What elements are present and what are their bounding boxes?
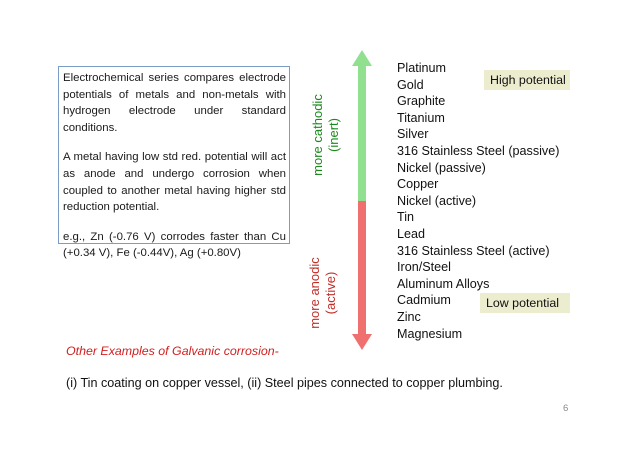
arrow-shaft-green: [358, 65, 366, 201]
cathodic-label: [310, 80, 344, 190]
series-item: Silver: [397, 127, 429, 142]
page-number: 6: [563, 403, 569, 414]
arrow-shaft-red: [358, 201, 366, 335]
other-examples-heading: Other Examples of Galvanic corrosion-: [66, 344, 279, 358]
series-item: 316 Stainless Steel (active): [397, 243, 550, 258]
series-item: Copper: [397, 177, 439, 192]
series-item: Tin: [397, 210, 415, 225]
series-item: Nickel (passive): [397, 160, 486, 175]
series-item: Magnesium: [397, 326, 463, 341]
info-paragraph-1: Electrochemical series compares electrode potentials of metals and non-metals with hydrogen electrode under standard conditions.: [63, 72, 286, 134]
anodic-label-line2: (active): [323, 271, 338, 315]
arrow-head-down: [352, 334, 372, 350]
series-item: Lead: [397, 226, 426, 241]
series-item: Iron/Steel: [397, 260, 451, 275]
series-item: Aluminum Alloys: [397, 276, 490, 291]
info-paragraph-2: A metal having low std red. potential will act as anode and undergo corrosion when coupled to another metal having higher std reduction potential.: [63, 151, 286, 214]
info-paragraph-3: e.g., Zn (-0.76 V) corrodes faster than Cu (+0.34 V), Fe (-0.44V), Ag (+0.80V): [63, 230, 286, 260]
series-item: Zinc: [397, 309, 421, 324]
info-text-box: [58, 66, 290, 260]
cathodic-label-line2: (inert): [326, 118, 341, 152]
potential-arrow: [350, 50, 374, 350]
series-item: Gold: [397, 77, 424, 92]
arrow-head-up: [352, 50, 372, 66]
series-item: Graphite: [397, 94, 446, 109]
series-item: Nickel (active): [397, 193, 477, 208]
cathodic-label-line1: more cathodic: [310, 94, 325, 176]
anodic-label: [307, 243, 341, 343]
series-item: Cadmium: [397, 293, 451, 308]
other-examples-text: (i) Tin coating on copper vessel, (ii) Steel pipes connected to copper plumbing.: [66, 376, 503, 390]
series-item: Platinum: [397, 61, 446, 75]
anodic-label-line1: more anodic: [307, 257, 322, 329]
high-potential-badge: High potential: [484, 70, 570, 90]
series-item: Titanium: [397, 110, 445, 125]
series-item: 316 Stainless Steel (passive): [397, 143, 560, 158]
low-potential-badge: Low potential: [480, 293, 570, 313]
